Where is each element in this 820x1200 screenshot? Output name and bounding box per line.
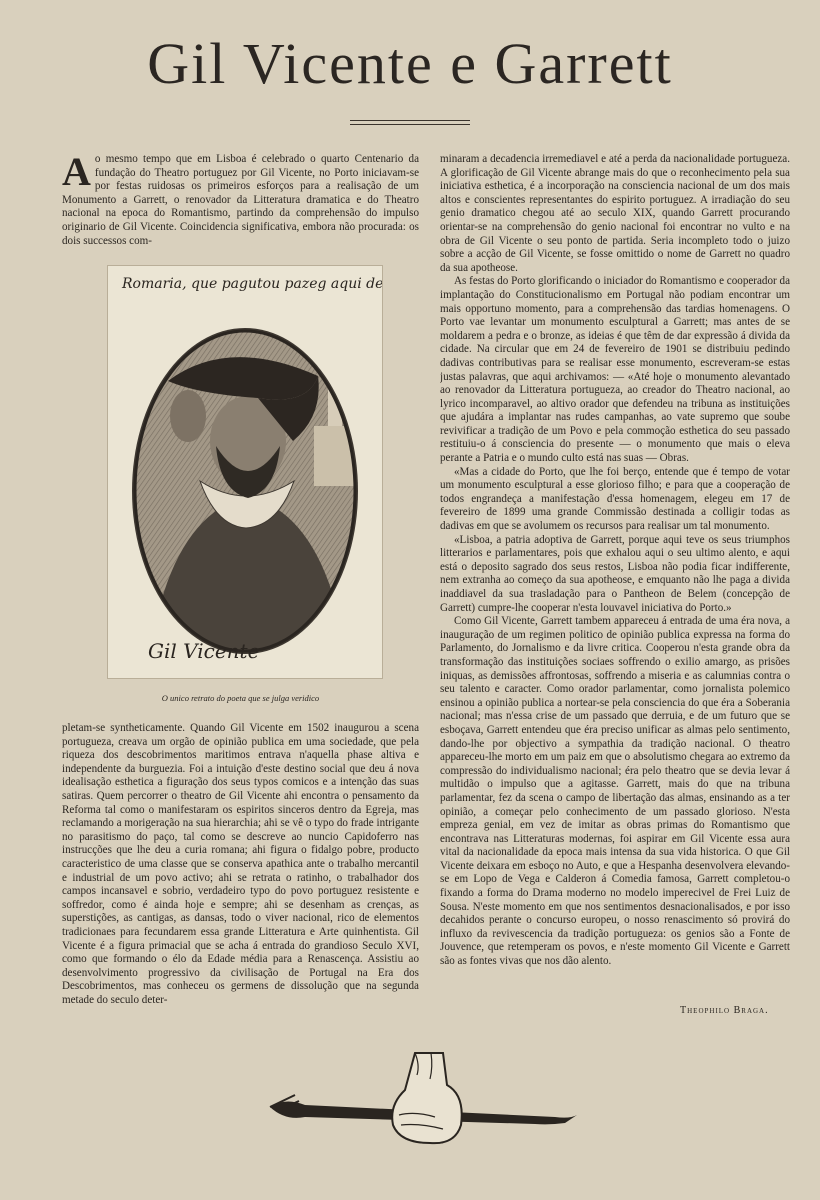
portrait-engraving bbox=[108, 266, 382, 678]
portrait-handwriting-bottom: Gil Vicente bbox=[148, 639, 260, 663]
paragraph: pletam-se syntheticamente. Quando Gil Vicente em 1502 inaugurou a scena portugueza, creava um orgão de opinião publica em uma sociedade, que pela riqueza dos descobrimentos maritimos entrava n'aquella phase altiva e independente da burguezia. Foi a intuição d'este destino social que deu á nova idealisação esthetica a figuração dos seus typos comicos e a intenção das suas satiras. Quem percorrer o theatro de Gil Vicente ahi encontra o pensamento da Reforma tal como o manifestaram os espiritos sinceros dentro da Egreja, mas reclamando a morigeração na sua hierarchia; ahi se vê o typo do frade intrigante no parasitismo do paço, tal como se descreve ao nuncio Capidoferro nas instrucções que lhe deu a curia romana; ahi figura o fidalgo pobre, producto caracteristico de uma classe que se conserva apathica ante o trabalho mercantil e industrial de um povo activo; ahi se retrata o ratinho, o trabalhador dos campos incansavel e sobrio, verdadeiro typo do povo portuguez resistente e soffredor, como é ainda hoje e sempre; ahi se desenham as crenças, as superstições, as cantigas, as dansas, todo o viver nacional, rico de elementos tradicionaes para fecundarem essa grande Litteratura e Arte quinhentista. Gil Vicente é a figura primacial que se acha á entrada do grandioso Seculo XVI, como que formando o élo da Edade média para a Renascença. Assistiu ao desenvolvimento progressivo da civilisação de Portugal na Era dos Descobrimentos, mas conheceu os germens de dissolução que na segunda metade do seculo deter- bbox=[62, 722, 419, 1006]
article-title: Gil Vicente e Garrett bbox=[147, 31, 673, 96]
portrait-caption: O unico retrato do poeta que se julga veridico bbox=[161, 693, 320, 703]
opening-text: o mesmo tempo que em Lisboa é celebrado o quarto Centenario da fundação do Theatro portuguez por Gil Vicente, no Porto iniciavam-se por festas ruidosas os primeiros esforços para a realisação de um Monumento a Garrett, o renovador da Litteratura dramatica e do Theatro nacional na epoca do Romantismo, partindo da comprehensão do impulso originario de Gil Vicente. Coincidencia significativa, embora não procurada: os dois successos com- bbox=[62, 153, 419, 247]
paragraph: minaram a decadencia irremediavel e até a perda da nacionalidade portugueza. A glorificação de Gil Vicente abrange mais do que o reconhecimento pela sua iniciativa esthetica, é a incorporação na consciencia nacional de um dos mais altos e conscientes representantes do espirito portuguez. A irradiação do seu genio dramatico chegou até ao seculo XIX, quando Garrett procurando orientar-se na comprehensão do genio nacional foi encontrar no vulto e na obra de Gil Vicente o seu ponto de partida. Seria incompleto todo o juizo sobre a acção de Gil Vicente, se fosse omittido o nome de Garrett no quadro da sua apotheose. bbox=[440, 153, 790, 274]
portrait-handwriting-top: Romaria, que pagutou pazeg aqui de bbox=[122, 276, 382, 292]
hand-quill-ornament bbox=[265, 1045, 585, 1155]
title-divider bbox=[350, 120, 470, 125]
paragraph: «Mas a cidade do Porto, que lhe foi berço, entende que é tempo de votar um monumento esculptural a esse glorioso filho; e para que a cooperação de todos engrandeça a manifestação d'essa homenagem, elegeu em 17 de fevereiro de 1899 uma grande Commissão destinada a colligir todas as dadivas em que se avolumem os recursos para realisar um tal monumento. bbox=[440, 465, 790, 533]
column-right bbox=[440, 153, 790, 993]
author-signature: Theophilo Braga. bbox=[680, 1005, 769, 1016]
column-left-top bbox=[62, 149, 419, 248]
drop-cap: A bbox=[62, 149, 91, 194]
opening-paragraph bbox=[62, 149, 419, 248]
paragraph: Como Gil Vicente, Garrett tambem appareceu á entrada de uma éra nova, a inauguração de um regimen politico de opinião publica expressa na forma do Parlamento, do Jornalismo e da livre critica. Cooperou n'esta grande obra da transformação das instituições sociaes soffrendo o exilio amargo, as prisões iniquas, as demissões affrontosas, soffrendo a miseria e as calumnias contra o seu talento e caracter. Como orador parlamentar, como jornalista polemico ensinou a opinião publica a nortear-se pela consciencia do que éra a Soberania nacional; mas n'essa crise de um passado que derruia, e de um futuro que se esboçava, Garrett entendeu que éra preciso unificar as almas pelo sentimento, dando-lhe por objectivo a sympathia da tradição nacional. O theatro appareceu-lhe morto em um paiz em que o absolutismo chegara ao extremo da compressão do individualismo nacional; éra pelo theatro que se devia levar á multidão o impulso que a agitasse. Garrett, mais do que na tribuna parlamentar, fez da scena o campo de libertação das almas, ensinando as a ter opinião, a começar pelo conhecimento de um passado glorioso. N'esta empreza genial, em vez de imitar as obras primas do Romantismo que encontrava nas Litteraturas modernas, foi aspirar em Gil Vicente essa aura vital da nacionalidade da epoca mais intensa da sua vida historica. O que Gil Vicente deixara em esboço no Auto, e que a Hespanha desenvolvera elevando-se em Lopo de Vega e Calderon á Comedia famosa, Garrett completou-o fixando a forma do Drama moderno no modelo imperecivel de Frei Luiz de Sousa. N'este momento em que nos sentimentos desnacionalisados, e por isso decahidos perante o concurso europeu, o nosso renascimento só provirá do influxo da revivescencia da tradição portugueza: os genios são a Fonte de Jouvence, que retemperam os povos, e n'este momento Gil Vicente e Garrett são as fontes vivas que nos dão alento. bbox=[440, 615, 790, 968]
portrait-image bbox=[107, 265, 383, 679]
column-left-bottom bbox=[62, 722, 419, 1040]
paragraph: As festas do Porto glorificando o iniciador do Romantismo e cooperador da implantação do Constitucionalismo em Portugal não podiam encontrar um mais opportuno momento, para a comprehensão das tardias homenagens. O Porto vae levantar um monumento esculptural a Garrett; mas antes de se moldarem a pedra e o bronze, as ideias é que têm de dar expressão á divida da cidade. Na circular que em 24 de fevereiro de 1901 se distribuiu pedindo dadivas contributivas para se realisar esse monumento, escreveram-se estas justas palavras, que aqui archivamos: — «Até hoje o monumento alevantado ao renovador da Litteratura portugueza, ao creador do Theatro nacional, ao lyrico incomparavel, ao altivo orador que defendeu na tribuna as instituições que ajudára a implantar nas rudes campanhas, ao vate supremo que soube revivificar a tradição de um Povo e pela commoção esthetica do seu passado restituiu-o á consciencia do presente — o monumento que mais o eleva perante a Patria e o mundo culto está nas suas — Obras. bbox=[440, 275, 790, 465]
paragraph: «Lisboa, a patria adoptiva de Garrett, porque aqui teve os seus triumphos litterarios e parlamentares, pois que exhalou aqui o seu ultimo alento, e aqui está o deposito sagrado dos seus restos, Lisboa não podia ficar indifferente, nem extranha ao começo da sua apotheose, e emquanto não lhe paga a divida inaddiavel da sua trasladação para o Pantheon de Belem (concepção de Garrett) cumpre-lhe cooperar n'esta louvavel iniciativa do Porto.» bbox=[440, 533, 790, 614]
